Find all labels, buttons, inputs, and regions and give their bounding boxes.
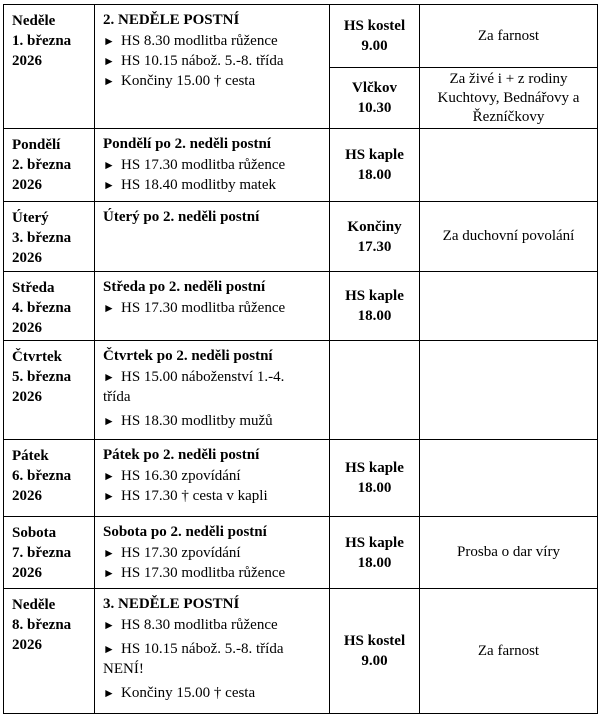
- list-item: ► HS 17.30 zpovídání: [103, 545, 241, 561]
- mass-place-time: [330, 440, 420, 517]
- mass-place-time: [330, 202, 420, 272]
- mass-place: HS kaple: [345, 460, 404, 476]
- bullet-arrow-icon: ►: [103, 489, 115, 503]
- bullet-arrow-icon: ►: [103, 301, 115, 315]
- liturgical-day-title: Sobota po 2. neděli postní: [103, 524, 267, 540]
- bullet-arrow-icon: ►: [103, 34, 115, 48]
- day-date: 1. března: [12, 33, 72, 49]
- day-date: 3. března: [12, 230, 72, 246]
- mass-intention: [420, 272, 598, 341]
- list-item: ► Končiny 15.00 † cesta: [103, 685, 256, 701]
- day-year: 2026: [12, 177, 42, 193]
- mass-place-time: [330, 589, 420, 714]
- day-year: 2026: [12, 53, 42, 69]
- liturgical-day-title: Pondělí po 2. neděli postní: [103, 136, 271, 152]
- table-row: [4, 589, 598, 714]
- day-name: Úterý: [12, 210, 49, 226]
- list-item: ► HS 17.30 † cesta v kapli: [103, 488, 268, 504]
- liturgical-day-title: 2. NEDĚLE POSTNÍ: [103, 12, 240, 28]
- program-cell: [95, 202, 330, 272]
- mass-place-time: [330, 129, 420, 202]
- day-name: Pátek: [12, 448, 49, 464]
- mass-intention: Za farnost: [420, 589, 598, 714]
- list-item: ► HS 17.30 modlitba růžence: [103, 565, 286, 581]
- list-item: ► HS 15.00 náboženství 1.-4. třída: [103, 369, 285, 405]
- mass-time: 9.00: [361, 38, 388, 54]
- table-row: [4, 272, 598, 341]
- bullet-arrow-icon: ►: [103, 74, 115, 88]
- liturgical-day-title: Čtvrtek po 2. neděli postní: [103, 348, 273, 364]
- mass-place: HS kaple: [345, 288, 404, 304]
- table-row: [4, 517, 598, 589]
- bullet-arrow-icon: ►: [103, 566, 115, 580]
- day-year: 2026: [12, 565, 42, 581]
- liturgical-day-title: Úterý po 2. neděli postní: [103, 209, 260, 225]
- list-item: ► HS 17.30 modlitba růžence: [103, 300, 286, 316]
- bullet-arrow-icon: ►: [103, 178, 115, 192]
- liturgical-day-title: Středa po 2. neděli postní: [103, 279, 266, 295]
- day-year: 2026: [12, 320, 42, 336]
- mass-time: 18.00: [357, 308, 392, 324]
- program-cell: [95, 341, 330, 440]
- day-name: Neděle: [12, 13, 56, 29]
- table-row: [4, 129, 598, 202]
- bullet-arrow-icon: ►: [103, 370, 115, 384]
- mass-place: HS kaple: [345, 534, 404, 551]
- bullet-arrow-icon: ►: [103, 546, 115, 560]
- day-date: 4. března: [12, 300, 72, 316]
- mass-place-time: [330, 341, 420, 440]
- list-item: ► HS 8.30 modlitba růžence: [103, 33, 278, 49]
- list-item: ► HS 10.15 nábož. 5.-8. třída: [103, 53, 284, 69]
- bullet-arrow-icon: ►: [103, 618, 115, 632]
- mass-place: HS kostel: [343, 633, 406, 649]
- mass-time: 17.30: [357, 238, 392, 255]
- table-row: [4, 341, 598, 440]
- list-item: ► HS 18.40 modlitby matek: [103, 177, 276, 193]
- mass-intention: Prosba o dar víry: [420, 517, 598, 589]
- list-item: ► HS 10.15 nábož. 5.-8. třída NENÍ!: [103, 641, 284, 677]
- list-item: ► HS 16.30 zpovídání: [103, 468, 241, 484]
- day-name: Sobota: [12, 525, 57, 541]
- mass-intention: [420, 129, 598, 202]
- list-item: ► HS 18.30 modlitby mužů: [103, 413, 273, 429]
- list-item: ► HS 8.30 modlitba růžence: [103, 617, 278, 633]
- bullet-arrow-icon: ►: [103, 54, 115, 68]
- day-date: 2. března: [12, 157, 72, 173]
- mass-intention: [420, 341, 598, 440]
- program-cell: [95, 589, 330, 714]
- day-name: Středa: [12, 280, 55, 296]
- day-cell: [4, 272, 95, 341]
- day-year: 2026: [12, 389, 42, 405]
- day-name: Čtvrtek: [12, 349, 62, 365]
- mass-place: HS kaple: [345, 147, 404, 163]
- day-cell: [4, 341, 95, 440]
- mass-intention: Za farnost: [420, 5, 598, 68]
- day-cell: [4, 5, 95, 129]
- bullet-arrow-icon: ►: [103, 158, 115, 172]
- liturgical-day-title: Pátek po 2. neděli postní: [103, 447, 260, 463]
- mass-place-time: [330, 68, 420, 129]
- mass-time: 10.30: [357, 100, 392, 116]
- table-row: [4, 440, 598, 517]
- mass-intention: Za živé i + z rodiny Kuchtovy, Bednářovy a Řezníčkovy: [420, 68, 598, 129]
- day-year: 2026: [12, 488, 42, 504]
- day-date: 6. března: [12, 468, 72, 484]
- day-date: 7. března: [12, 545, 72, 561]
- day-date: 8. března: [12, 617, 72, 633]
- mass-place: HS kostel: [343, 18, 406, 34]
- mass-time: 18.00: [357, 554, 392, 571]
- mass-intention: [420, 440, 598, 517]
- day-cell: [4, 440, 95, 517]
- list-item: ► Končiny 15.00 † cesta: [103, 73, 256, 89]
- day-cell: [4, 589, 95, 714]
- mass-place-time: [330, 5, 420, 68]
- bullet-arrow-icon: ►: [103, 414, 115, 428]
- mass-time: 18.00: [357, 167, 392, 183]
- day-cell: [4, 517, 95, 589]
- mass-time: 9.00: [361, 653, 388, 669]
- day-year: 2026: [12, 637, 42, 653]
- day-year: 2026: [12, 250, 42, 266]
- day-cell: [4, 129, 95, 202]
- day-date: 5. března: [12, 369, 72, 385]
- mass-time: 18.00: [357, 480, 392, 496]
- day-name: Pondělí: [12, 137, 61, 153]
- mass-place-time: [330, 272, 420, 341]
- day-name: Neděle: [12, 597, 56, 613]
- bullet-arrow-icon: ►: [103, 686, 115, 700]
- mass-place: Končiny: [347, 218, 402, 235]
- mass-place: Vlčkov: [352, 80, 397, 96]
- program-cell: [95, 5, 330, 129]
- mass-place-time: [330, 517, 420, 589]
- liturgical-day-title: 3. NEDĚLE POSTNÍ: [103, 596, 240, 612]
- program-cell: [95, 517, 330, 589]
- program-cell: [95, 440, 330, 517]
- list-item: ► HS 17.30 modlitba růžence: [103, 157, 286, 173]
- table-row: [4, 202, 598, 272]
- weekly-schedule-table: [3, 4, 598, 714]
- mass-intention: Za duchovní povolání: [420, 202, 598, 272]
- program-cell: [95, 272, 330, 341]
- bullet-arrow-icon: ►: [103, 642, 115, 656]
- day-cell: [4, 202, 95, 272]
- bullet-arrow-icon: ►: [103, 469, 115, 483]
- table-row: [4, 5, 598, 68]
- program-cell: [95, 129, 330, 202]
